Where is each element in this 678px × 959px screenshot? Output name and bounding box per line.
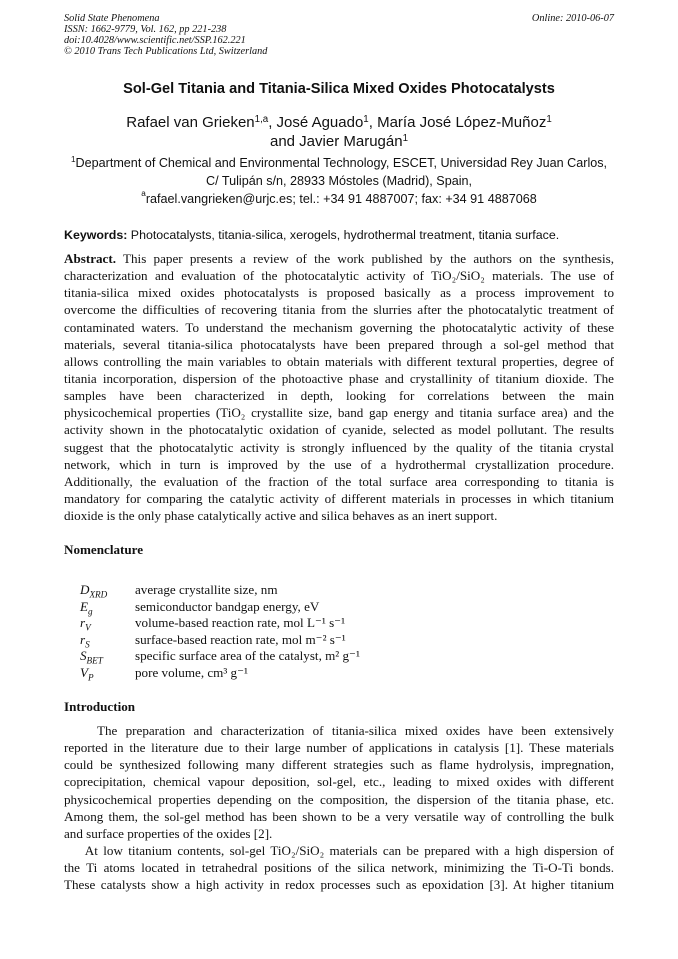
intro-line [64, 756, 614, 773]
symbol-description: surface-based reaction rate, mol m⁻² s⁻¹ [135, 631, 346, 647]
intro-line-text: physicochemical properties depending on the composition, the dispersion of the titania phase, etc. [64, 791, 614, 807]
abstract-line [64, 439, 614, 456]
intro-line-text: coprecipitation, chemical vapour deposition, sol-gel, etc., leading to mixed oxides with different [64, 774, 614, 790]
intro-line [64, 739, 614, 756]
nomenclature-item [80, 648, 360, 665]
symbol: $E_g$ [80, 598, 93, 617]
affiliation [40, 154, 638, 190]
intro-line-text: reported in the literature due to their large number of applications in catalysis [1]. These materials [64, 740, 614, 756]
nomenclature-item [80, 582, 360, 599]
abstract-line [64, 301, 614, 318]
introduction-text [64, 722, 614, 893]
abstract-line [64, 421, 614, 438]
paper-title: Sol-Gel Titania and Titania-Silica Mixed Oxides Photocatalysts [123, 81, 555, 97]
abstract-line-text: mandatory for comparing the catalytic activity of different materials in processes in which titanium [64, 490, 614, 506]
keywords-text: Photocatalysts, titania-silica, xerogels, hydrothermal treatment, titania surface. [127, 228, 560, 242]
abstract-line [64, 404, 614, 421]
nomenclature-item [80, 632, 360, 649]
symbol-description: volume-based reaction rate, mol L⁻¹ s⁻¹ [135, 615, 346, 630]
intro-line-text: could be synthesized following many different strategies such as flame hydrolysis, impregnation, [64, 757, 614, 773]
nomenclature-list [80, 582, 360, 681]
abstract-line-text: samples have been characterized in depth, looking for correlations between the main [64, 388, 614, 404]
abstract-line [64, 370, 614, 387]
abstract-line-text: dioxide is the only phase catalytically active and silica behaves as an inert support. [64, 508, 498, 524]
abstract-line-text: network, which in turn is improved by the use of a hydrothermal crystallization procedure. [64, 456, 614, 472]
intro-line-text: At low titanium contents, sol-gel TiO₂/SiO₂ materials can be prepared with a high dispersion of [64, 842, 614, 858]
abstract-line [64, 387, 614, 404]
abstract-line-text: suggest that the photocatalytic activity is strongly influenced by the quality of the titania crystal [64, 439, 614, 455]
contact [40, 189, 638, 206]
abstract-line-text: materials, several titania-silica photocatalysts have been prepared through a sol-gel method that [64, 336, 614, 352]
intro-line [64, 791, 614, 808]
abstract-line [64, 456, 614, 473]
authors [40, 113, 638, 151]
intro-line [64, 876, 614, 893]
affil-sup: 1 [70, 155, 76, 164]
symbol: $V_P$ [80, 664, 94, 683]
journal-name: Solid State Phenomena [64, 13, 160, 24]
intro-line [64, 773, 614, 790]
copyright: © 2010 Trans Tech Publications Ltd, Switzerland [64, 46, 268, 57]
author-sup: 1 [546, 114, 552, 125]
abstract-line-text: characterization and evaluation of the photocatalytic activity of TiO₂/SiO₂ materials. The use of [64, 268, 614, 284]
abstract-line-text: This paper presents a review of the work published by the authors on the synthesis, [116, 251, 614, 266]
abstract-line [64, 284, 614, 301]
intro-line-text: and surface properties of the oxides [2]. [64, 825, 273, 841]
author: María José López-Muñoz [377, 114, 547, 131]
introduction-heading: Introduction [64, 699, 136, 714]
abstract-line [64, 336, 614, 353]
affil-line: Department of Chemical and Environmental Technology, ESCET, Universidad Rey Juan Carlos, [75, 156, 608, 170]
journal-info [64, 13, 267, 57]
abstract-line-text: overcome the difficulties of recovering titania from the slurries after the photocatalytic treatment of [64, 302, 614, 318]
symbol: $S_{BET}$ [80, 648, 103, 666]
symbol-description: specific surface area of the catalyst, m² g⁻¹ [135, 648, 360, 663]
abstract-line-text: titania-silica mixed oxides photocatalysts is proposed basically as a process improvement to [64, 285, 614, 301]
intro-line-text: the Ti atoms located in tetrahedral positions of the silica network, minimizing the Ti-O-Ti bonds. [64, 860, 614, 876]
symbol-description: average crystallite size, nm [135, 582, 278, 597]
doi: doi:10.4028/www.scientific.net/SSP.162.221 [64, 35, 246, 46]
abstract-line [64, 319, 614, 336]
author-sup: 1,a [254, 114, 269, 125]
affil-line: C/ Tulipán s/n, 28933 Móstoles (Madrid), Spain, [206, 174, 472, 188]
email-sup: a [141, 189, 146, 198]
intro-line [64, 842, 614, 859]
online-date: Online: 2010-06-07 [531, 13, 614, 24]
nomenclature-item [80, 615, 360, 632]
intro-line-text: Among them, the sol-gel method has been shown to be a very versatile way of controlling the bulk [64, 808, 614, 824]
intro-line-text: These catalysts show a high activity in redox processes such as epoxidation [3]. At higher titanium [64, 877, 614, 893]
author-sup: 1 [402, 133, 408, 144]
author: Rafael van Grieken [126, 114, 255, 131]
abstract-line [64, 507, 614, 524]
intro-line [64, 808, 614, 825]
abstract-line-text: contaminated waters. To understand the mechanism governing the photocatalytic activity of these [64, 319, 614, 335]
abstract-line-text: allows controlling the main variables to obtain materials with different textural properties, degree of [64, 353, 614, 369]
abstract-line-text: activity shown in the photocatalytic oxidation of cyanide, selected as model pollutant. The results [64, 422, 614, 438]
abstract-line-text: titania incorporation, dispersion of the photoactive phase and crystallinity of titanium dioxide. The [64, 370, 614, 386]
nomenclature-item [80, 599, 360, 616]
issn: ISSN: 1662-9779, Vol. 162, pp 221-238 [64, 24, 227, 35]
author: José Aguado [276, 114, 364, 131]
symbol: $r_S$ [80, 631, 90, 650]
nomenclature-heading: Nomenclature [64, 542, 144, 557]
intro-line [64, 722, 614, 739]
symbol: $r_V$ [80, 615, 91, 633]
abstract-line [64, 473, 614, 490]
abstract-line [64, 267, 614, 284]
intro-line [64, 859, 614, 876]
abstract-line-text: physicochemical properties (TiO₂ crystallite size, band gap energy and titania surface area) and the [64, 405, 614, 421]
email-text: rafael.vangrieken@urjc.es; tel.: +34 91 4887007; fax: +34 91 4887068 [145, 192, 537, 206]
author-sup: 1 [363, 114, 369, 125]
symbol-description: semiconductor bandgap energy, eV [135, 598, 320, 614]
symbol: $D_{XRD}$ [80, 582, 108, 600]
abstract-line-text: Additionally, the evaluation of the fraction of the total surface area corresponding to titania is [64, 473, 614, 489]
author: and Javier Marugán [269, 133, 403, 150]
abstract-label: Abstract. [64, 251, 116, 266]
nomenclature-item [80, 665, 360, 682]
intro-line [64, 825, 614, 842]
keywords-label: Keywords: [64, 228, 128, 242]
abstract-line [64, 353, 614, 370]
abstract [64, 250, 614, 524]
abstract-line [64, 250, 614, 267]
sep: , [368, 114, 378, 131]
keywords [64, 228, 559, 243]
sep: , [268, 114, 277, 131]
intro-line-text: The preparation and characterization of titania-silica mixed oxides have been extensively [64, 723, 614, 738]
abstract-line [64, 490, 614, 507]
symbol-description: pore volume, cm³ g⁻¹ [135, 664, 248, 680]
